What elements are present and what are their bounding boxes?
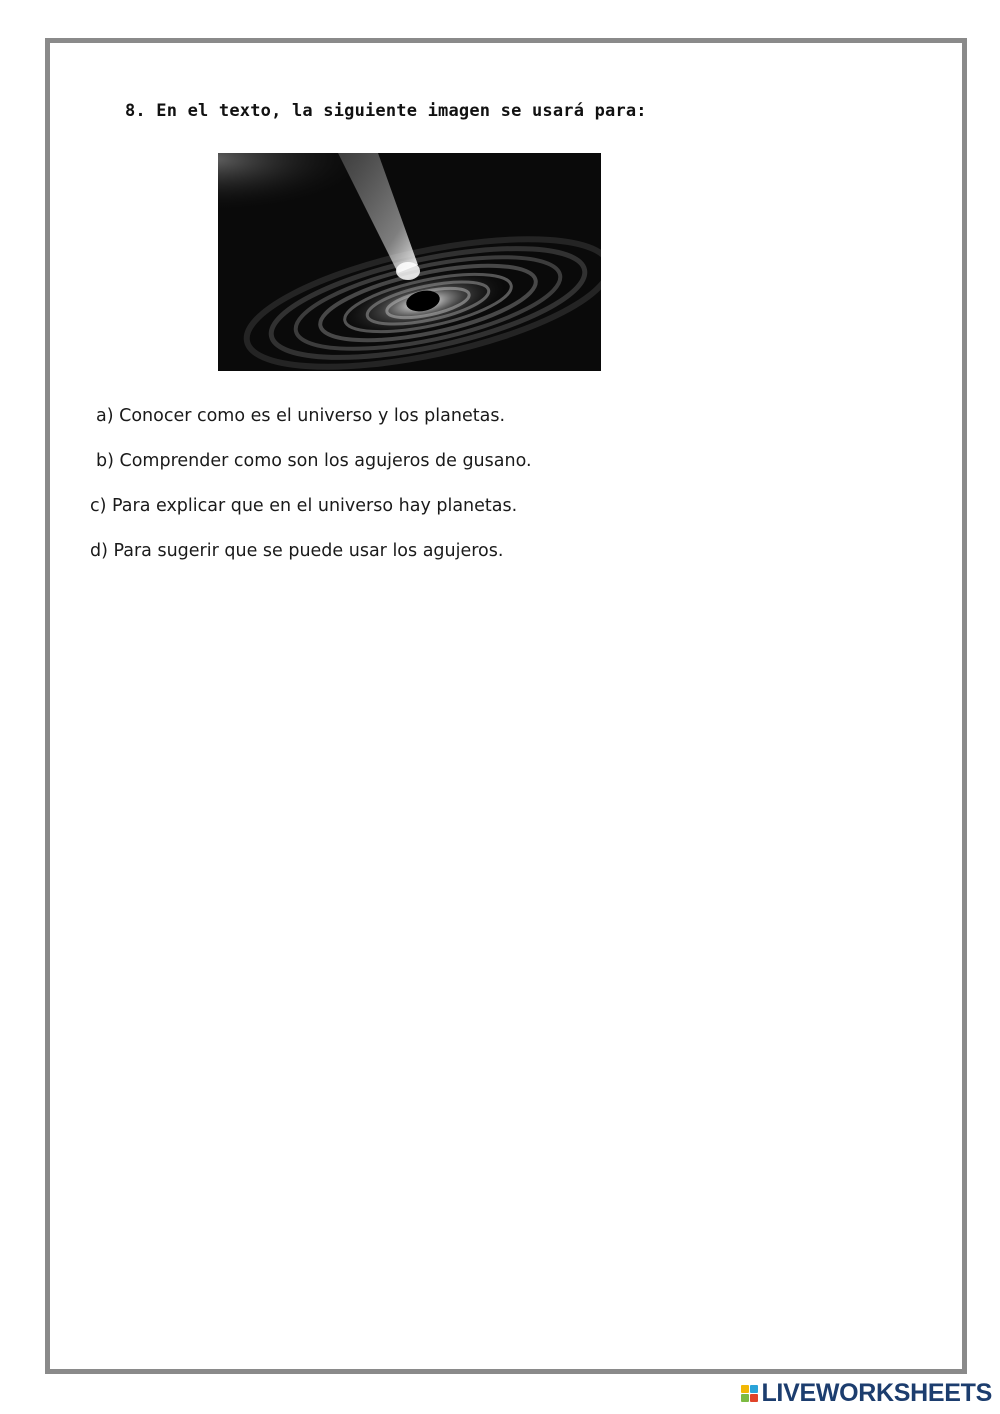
option-a[interactable]: a) Conocer como es el universo y los planetas. [96, 406, 506, 426]
option-c[interactable]: c) Para explicar que en el universo hay planetas. [90, 496, 518, 516]
liveworksheets-logo [741, 1379, 992, 1408]
black-hole-image [218, 153, 601, 371]
option-d[interactable]: d) Para sugerir que se puede usar los agujeros. [90, 541, 504, 561]
liveworksheets-mark-icon [741, 1385, 758, 1402]
worksheet-frame [45, 38, 967, 1374]
question-title: 8. En el texto, la siguiente imagen se usará para: [125, 101, 647, 121]
option-b[interactable]: b) Comprender como son los agujeros de gusano. [96, 451, 532, 471]
answer-options [90, 403, 532, 583]
liveworksheets-wordmark: LIVEWORKSHEETS [761, 1379, 992, 1407]
